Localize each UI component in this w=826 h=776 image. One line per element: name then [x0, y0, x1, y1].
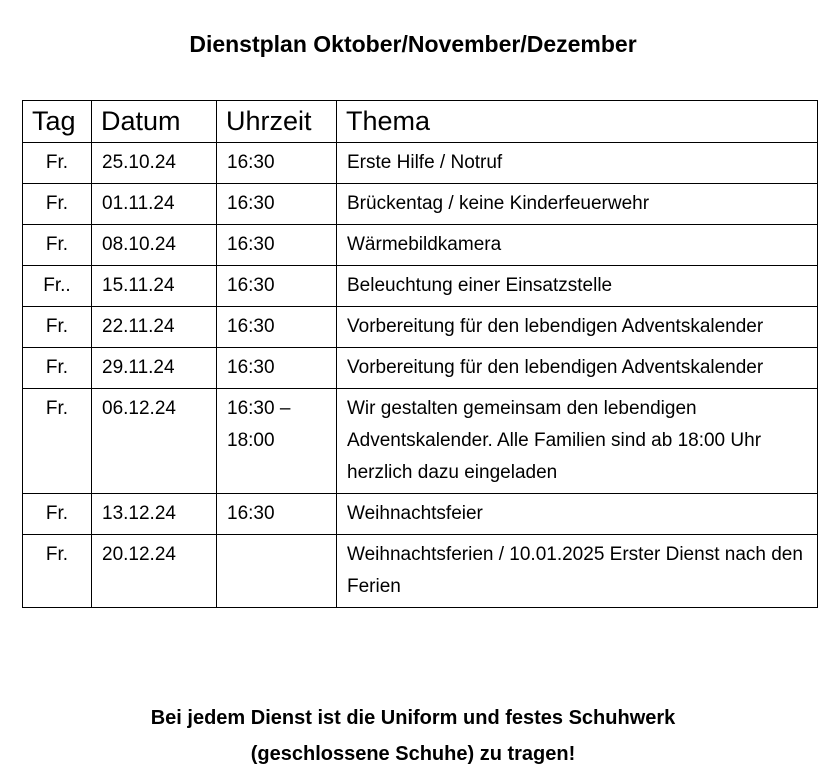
schedule-table [22, 100, 818, 608]
table-row [23, 225, 818, 266]
cell-datum: 01.11.24 [92, 184, 217, 225]
cell-datum: 29.11.24 [92, 348, 217, 389]
cell-tag: Fr.. [23, 266, 92, 307]
header-datum: Datum [92, 101, 217, 143]
cell-datum: 13.12.24 [92, 494, 217, 535]
cell-thema: Vorbereitung für den lebendigen Adventskalender [337, 348, 818, 389]
cell-datum: 22.11.24 [92, 307, 217, 348]
cell-uhrzeit: 16:30 [217, 348, 337, 389]
table-row [23, 348, 818, 389]
cell-thema: Wir gestalten gemeinsam den lebendigen Adventskalender. Alle Familien sind ab 18:00 Uhr herzlich dazu eingeladen [337, 389, 818, 494]
table-row [23, 184, 818, 225]
cell-datum: 06.12.24 [92, 389, 217, 494]
cell-uhrzeit: 16:30 – 18:00 [217, 389, 337, 494]
cell-tag: Fr. [23, 535, 92, 608]
cell-thema: Weihnachtsfeier [337, 494, 818, 535]
cell-tag: Fr. [23, 225, 92, 266]
cell-tag: Fr. [23, 348, 92, 389]
footer-note [0, 700, 826, 772]
header-tag: Tag [23, 101, 92, 143]
cell-datum: 08.10.24 [92, 225, 217, 266]
table-row [23, 494, 818, 535]
cell-uhrzeit: 16:30 [217, 307, 337, 348]
cell-uhrzeit: 16:30 [217, 143, 337, 184]
cell-tag: Fr. [23, 184, 92, 225]
page-title: Dienstplan Oktober/November/Dezember [189, 31, 637, 57]
cell-tag: Fr. [23, 143, 92, 184]
cell-datum: 15.11.24 [92, 266, 217, 307]
cell-uhrzeit [217, 535, 337, 608]
cell-thema: Brückentag / keine Kinderfeuerwehr [337, 184, 818, 225]
table-row [23, 389, 818, 494]
cell-uhrzeit: 16:30 [217, 184, 337, 225]
table-row [23, 307, 818, 348]
table-row [23, 266, 818, 307]
table-row [23, 143, 818, 184]
cell-thema: Erste Hilfe / Notruf [337, 143, 818, 184]
table-row [23, 535, 818, 608]
cell-thema: Vorbereitung für den lebendigen Adventskalender [337, 307, 818, 348]
cell-tag: Fr. [23, 494, 92, 535]
cell-thema: Wärmebildkamera [337, 225, 818, 266]
footer-line-1: Bei jedem Dienst ist die Uniform und festes Schuhwerk [150, 707, 676, 729]
table-header-row [23, 101, 818, 143]
header-thema: Thema [337, 101, 818, 143]
cell-uhrzeit: 16:30 [217, 225, 337, 266]
cell-tag: Fr. [23, 389, 92, 494]
cell-uhrzeit: 16:30 [217, 266, 337, 307]
cell-datum: 25.10.24 [92, 143, 217, 184]
header-uhrzeit: Uhrzeit [217, 101, 337, 143]
cell-thema: Beleuchtung einer Einsatzstelle [337, 266, 818, 307]
cell-datum: 20.12.24 [92, 535, 217, 608]
cell-thema: Weihnachtsferien / 10.01.2025 Erster Dienst nach den Ferien [337, 535, 818, 608]
footer-line-2: (geschlossene Schuhe) zu tragen! [250, 743, 576, 765]
cell-tag: Fr. [23, 307, 92, 348]
cell-uhrzeit: 16:30 [217, 494, 337, 535]
